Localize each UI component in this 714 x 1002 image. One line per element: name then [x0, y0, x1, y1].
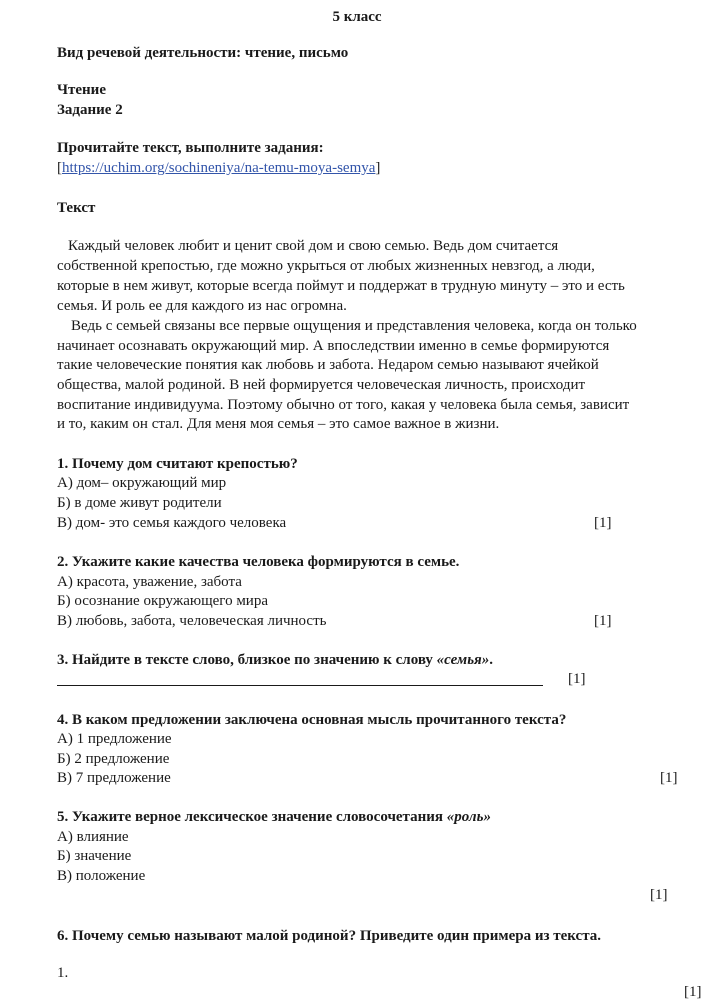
text-line: такие человеческие понятия как любовь и забота. Недаром семью называют ячейкой	[57, 357, 599, 373]
question-3-keyword: «семья»	[436, 652, 490, 668]
question-4-option-a: А) 1 предложение	[57, 731, 172, 747]
question-4-option-c: В) 7 предложение	[57, 770, 171, 786]
question-5-score: [1]	[650, 887, 668, 903]
text-line: и то, каким он стал. Для меня моя семья – это самое важное в жизни.	[57, 416, 500, 432]
instruction: Прочитайте текст, выполните задания:	[57, 140, 324, 156]
question-2-score: [1]	[594, 613, 612, 629]
question-5-keyword: «роль»	[446, 809, 491, 825]
bracket-open: [	[57, 160, 62, 176]
text-line: Каждый человек любит и ценит свой дом и свою семью. Ведь дом считается	[68, 238, 559, 254]
question-2-option-b: Б) осознание окружающего мира	[57, 593, 268, 609]
grade-heading: 5 класс	[332, 9, 382, 25]
answer-blank-line[interactable]	[57, 685, 543, 686]
question-2-option-a: А) красота, уважение, забота	[57, 574, 242, 590]
text-line: начинает осознавать окружающий мир. А впоследствии именно в семье формируются	[57, 338, 610, 354]
question-3-title	[57, 651, 493, 670]
question-1-title: 1. Почему дом считают крепостью?	[57, 456, 298, 472]
task-number: Задание 2	[57, 102, 123, 118]
question-2-title: 2. Укажите какие качества человека формируются в семье.	[57, 554, 460, 570]
question-5-option-c: В) положение	[57, 868, 146, 884]
text-title: Текст	[57, 200, 96, 216]
section-title: Чтение	[57, 82, 106, 98]
source-reference	[57, 159, 380, 178]
text-line: собственной крепостью, где можно укрыться от любых жизненных невзгод, а люди,	[57, 258, 595, 274]
question-5-option-a: А) влияние	[57, 829, 129, 845]
text-line: Ведь с семьей связаны все первые ощущения и представления человека, когда он только	[71, 318, 637, 334]
text-line: общества, малой родиной. В ней формируется человеческая личность, происходит	[57, 377, 586, 393]
question-5-title	[57, 808, 491, 827]
activity-type: Вид речевой деятельности: чтение, письмо	[57, 45, 349, 61]
question-1-option-b: Б) в доме живут родители	[57, 495, 222, 511]
bracket-close: ]	[375, 160, 381, 176]
question-4-title: 4. В каком предложении заключена основная мысль прочитанного текста?	[57, 712, 567, 728]
question-4-score: [1]	[660, 770, 678, 786]
question-6-answer-number: 1.	[57, 965, 69, 981]
question-6-title: 6. Почему семью называют малой родиной? Приведите один примера из текста.	[57, 928, 601, 944]
question-1-score: [1]	[594, 515, 612, 531]
question-3-title-end: .	[489, 652, 494, 668]
question-5-option-b: Б) значение	[57, 848, 132, 864]
question-2-option-c: В) любовь, забота, человеческая личность	[57, 613, 327, 629]
question-5-title-text: 5. Укажите верное лексическое значение словосочетания	[57, 809, 447, 825]
source-link[interactable]: https://uchim.org/sochineniya/na-temu-moya-semya	[62, 160, 376, 176]
question-6-score: [1]	[684, 984, 702, 1000]
question-3-title-text: 3. Найдите в тексте слово, близкое по значению к слову	[57, 652, 437, 668]
question-1-option-c: В) дом- это семья каждого человека	[57, 515, 287, 531]
text-line: семья. И роль ее для каждого из нас огромна.	[57, 298, 347, 314]
question-3-score: [1]	[568, 671, 586, 687]
question-1-option-a: А) дом– окружающий мир	[57, 475, 227, 491]
text-line: воспитание индивидуума. Поэтому обычно от того, какая у человека была семья, зависит	[57, 397, 630, 413]
text-line: которые в нем живут, которые всегда поймут и поддержат в трудную минуту – это и есть	[57, 278, 625, 294]
question-4-option-b: Б) 2 предложение	[57, 751, 170, 767]
